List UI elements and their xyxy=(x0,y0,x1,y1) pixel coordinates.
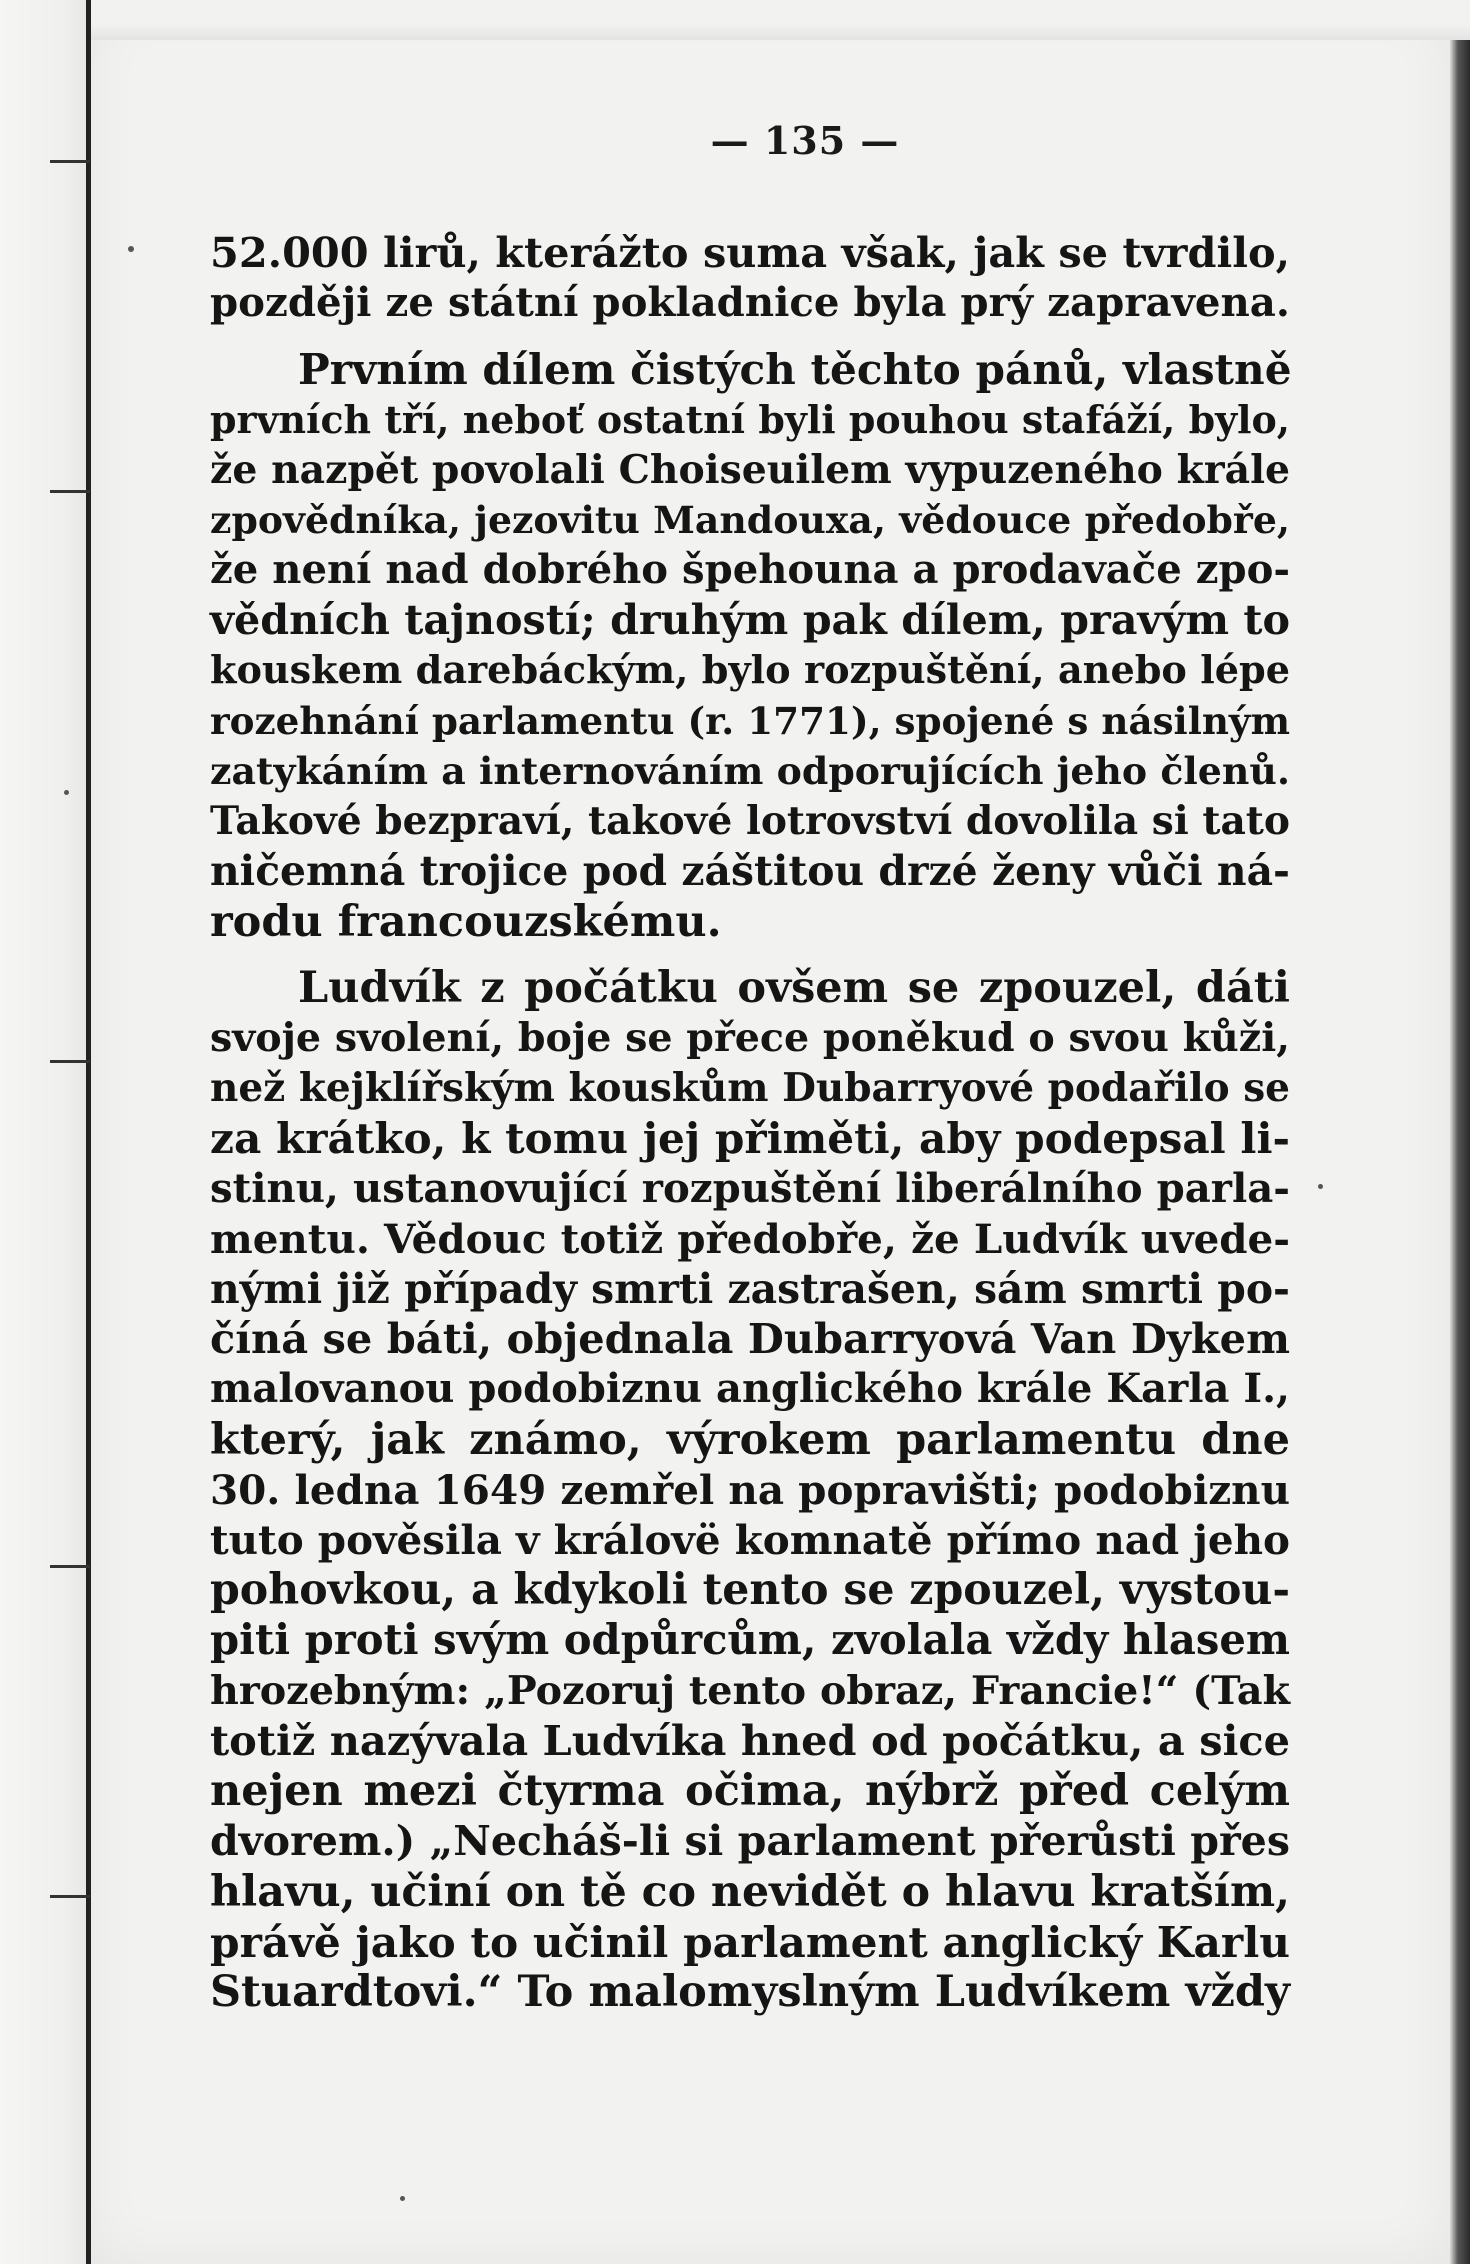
text-line: než kejklířským kouskům Dubarryové podařilo se xyxy=(210,1065,1290,1112)
text-line: kouskem darebáckým, bylo rozpuštění, anebo lépe xyxy=(210,647,1290,693)
paper-speck xyxy=(1318,1184,1323,1189)
text-line: ničemná trojice pod záštitou drzé ženy vůči ná- xyxy=(210,847,1290,896)
text-line: číná se báti, objednala Dubarryová Van Dykem xyxy=(210,1314,1290,1364)
text-line: že nazpět povolali Choiseuilem vypuzeného krále xyxy=(210,446,1290,493)
text-line: právě jako to učinil parlament anglický Karlu xyxy=(210,1916,1291,1967)
paper-speck xyxy=(64,790,69,795)
text-line: 52.000 lirů, kterážto suma však, jak se tvrdilo, xyxy=(210,228,1291,277)
text-line: vědních tajností; druhým pak dílem, pravým to xyxy=(210,595,1290,645)
page-spine-edge xyxy=(86,0,91,2264)
text-line: 30. ledna 1649 zemřel na popravišti; podobiznu xyxy=(210,1465,1290,1514)
text-line: tuto pověsila v královë komnatě přímo nad jeho xyxy=(210,1516,1290,1565)
text-line: piti proti svým odpůrcům, zvolala vždy hlasem xyxy=(210,1615,1290,1665)
page-right-edge xyxy=(1450,40,1470,2264)
text-line: mentu. Vědouc totiž předobře, že Ludvík uvede- xyxy=(210,1214,1290,1263)
text-line: dvorem.) „Necháš-li si parlament přerůsti přes xyxy=(210,1816,1290,1866)
text-line: později ze státní pokladnice byla prý zapravena. xyxy=(210,279,1290,327)
paper-speck xyxy=(400,2196,405,2201)
paper-speck xyxy=(128,246,134,252)
text-line: pohovkou, a kdykoli tento se zpouzel, vystou- xyxy=(210,1565,1291,1616)
text-line: malovanou podobiznu anglického krále Karla I., xyxy=(210,1365,1290,1413)
page-top-edge xyxy=(86,0,1470,40)
text-line: za krátko, k tomu jej přiměti, aby podepsal li- xyxy=(210,1113,1290,1164)
text-line: rozehnání parlamentu (r. 1771), spojené s násilným xyxy=(210,698,1290,743)
paragraph-3 xyxy=(210,963,1290,2017)
text-line: rodu francouzskému. xyxy=(210,896,722,947)
text-line: Ludvík z počátku ovšem se zpouzel, dáti xyxy=(298,962,1290,1013)
body-text xyxy=(210,228,1290,2017)
text-line: totiž nazývala Ludvíka hned od počátku, a sice xyxy=(210,1715,1290,1765)
text-line: hrozebným: „Pozoruj tento obraz, Francie!“ (Tak xyxy=(210,1667,1290,1714)
text-line: nými již případy smrti zastrašen, sám smrti po- xyxy=(210,1265,1290,1314)
text-line: prvních tří, neboť ostatní byli pouhou stafáží, bylo, xyxy=(210,396,1290,442)
text-line: zpovědníka, jezovitu Mandouxa, vědouce předobře, xyxy=(210,498,1290,543)
text-line: zatykáním a internováním odporujících jeho členů. xyxy=(210,748,1290,794)
margin-tick xyxy=(50,1565,90,1568)
text-line: Prvním dílem čistých těchto pánů, vlastně xyxy=(298,344,1292,395)
text-line: svoje svolení, boje se přece poněkud o svou kůži, xyxy=(210,1015,1290,1062)
page-number: — 135 — xyxy=(710,118,900,163)
left-margin xyxy=(0,0,86,2264)
text-line: nejen mezi čtyrma očima, nýbrž před celým xyxy=(210,1766,1290,1817)
text-line: hlavu, učiní on tě co nevidět o hlavu kratším, xyxy=(210,1866,1290,1917)
text-line: který, jak známo, výrokem parlamentu dne xyxy=(210,1414,1290,1465)
text-line: Stuardtovi.“ To malomyslným Ludvíkem vždy xyxy=(210,1966,1290,2017)
paragraph-1 xyxy=(210,228,1290,328)
text-line: Takové bezpraví, takové lotrovství dovolila si tato xyxy=(210,798,1290,845)
text-line: že není nad dobrého špehouna a prodavače zpo- xyxy=(210,546,1290,594)
paragraph-2 xyxy=(210,344,1290,946)
margin-tick xyxy=(50,490,90,493)
margin-tick xyxy=(50,1060,90,1063)
text-line: stinu, ustanovující rozpuštění liberálního parla- xyxy=(210,1164,1290,1212)
margin-tick xyxy=(50,1895,90,1898)
